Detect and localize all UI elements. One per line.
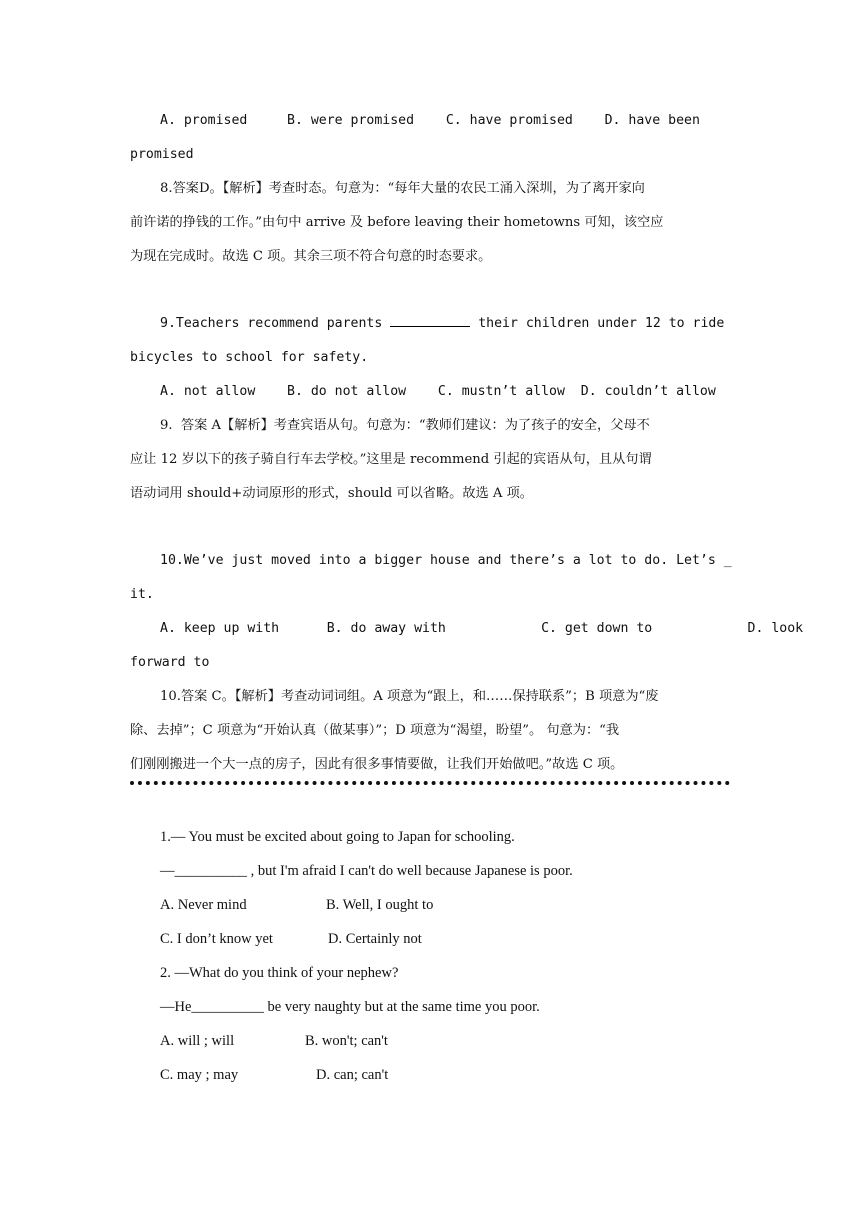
q1-option-b: B. Well, I ought to — [326, 897, 434, 913]
q1-option-d: D. Certainly not — [328, 931, 422, 947]
q10-answer-line: 10.答案 C。【解析】考查动词词组。A 项意为“跟上，和……保持联系”；B 项意为“废 — [160, 689, 659, 704]
q1-reply: —__________ , but I'm afraid I can't do well because Japanese is poor. — [160, 863, 573, 879]
q2-option-c: C. may ; may — [160, 1067, 239, 1083]
q9-answer-line: 语动词用 should+动词原形的形式，should 可以省略。故选 A 项。 — [130, 486, 533, 501]
dotted-divider — [130, 781, 730, 785]
q9-stem-wrap: bicycles to school for safety. — [130, 350, 369, 365]
q1-option-c: C. I don’t know yet — [160, 931, 273, 947]
q7-options-line: A. promised B. were promised C. have promised D. have been — [160, 113, 700, 128]
exercise-section-lower — [130, 820, 730, 1092]
q10-options-line: A. keep up with B. do away with C. get down to D. look — [160, 621, 804, 636]
q10-answer-line: 除、去掉”；C 项意为“开始认真（做某事）”；D 项意为“渴望，盼望”。 句意为：“我 — [130, 723, 620, 738]
q2-option-a: A. will ; will — [160, 1033, 235, 1049]
q9-stem-end: their children under 12 to ride — [470, 316, 725, 331]
q10-stem-wrap: it. — [130, 587, 154, 602]
q1-options-row — [130, 888, 730, 922]
q2-stem: 2. —What do you think of your nephew? — [160, 965, 399, 981]
q2-options-row — [130, 1058, 730, 1092]
q2-option-d: D. can; can't — [316, 1067, 389, 1083]
q10-options-wrap: forward to — [130, 655, 210, 670]
q9-stem-line — [130, 307, 730, 341]
q1-options-row — [130, 922, 730, 956]
q1-option-a: A. Never mind — [160, 897, 247, 913]
q9-options-line: A. not allow B. do not allow C. mustn’t allow D. couldn’t allow — [160, 384, 716, 399]
q2-options-row — [130, 1024, 730, 1058]
q2-reply: —He__________ be very naughty but at the same time you poor. — [160, 999, 540, 1015]
q9-answer-line: 应让 12 岁以下的孩子骑自行车去学校。”这里是 recommend 引起的宾语从句，且从句谓 — [130, 452, 652, 467]
q10-answer-line: 们刚刚搬进一个大一点的房子，因此有很多事情要做，让我们开始做吧。”故选 C 项。 — [130, 757, 624, 772]
q8-answer-line: 前许诺的挣钱的工作。”由句中 arrive 及 before leaving their hometowns 可知，该空应 — [130, 215, 664, 230]
q1-stem: 1.— You must be excited about going to Japan for schooling. — [160, 829, 515, 845]
q8-answer-line: 8.答案D。【解析】考查时态。句意为：“每年大量的农民工涌入深圳，为了离开家向 — [160, 181, 645, 196]
q9-stem-start: 9.Teachers recommend parents — [160, 316, 391, 331]
q9-answer-line: 9. 答案 A【解析】考查宾语从句。句意为：“教师们建议：为了孩子的安全，父母不 — [160, 418, 650, 433]
q10-stem-line: 10.We’ve just moved into a bigger house and there’s a lot to do. Let’s _ — [160, 553, 732, 568]
q7-options-wrap: promised — [130, 147, 194, 162]
q2-option-b: B. won't; can't — [305, 1033, 388, 1049]
answer-blank — [390, 325, 470, 327]
exercise-section-upper — [130, 104, 804, 782]
q8-answer-line: 为现在完成时。故选 C 项。其余三项不符合句意的时态要求。 — [130, 249, 492, 264]
